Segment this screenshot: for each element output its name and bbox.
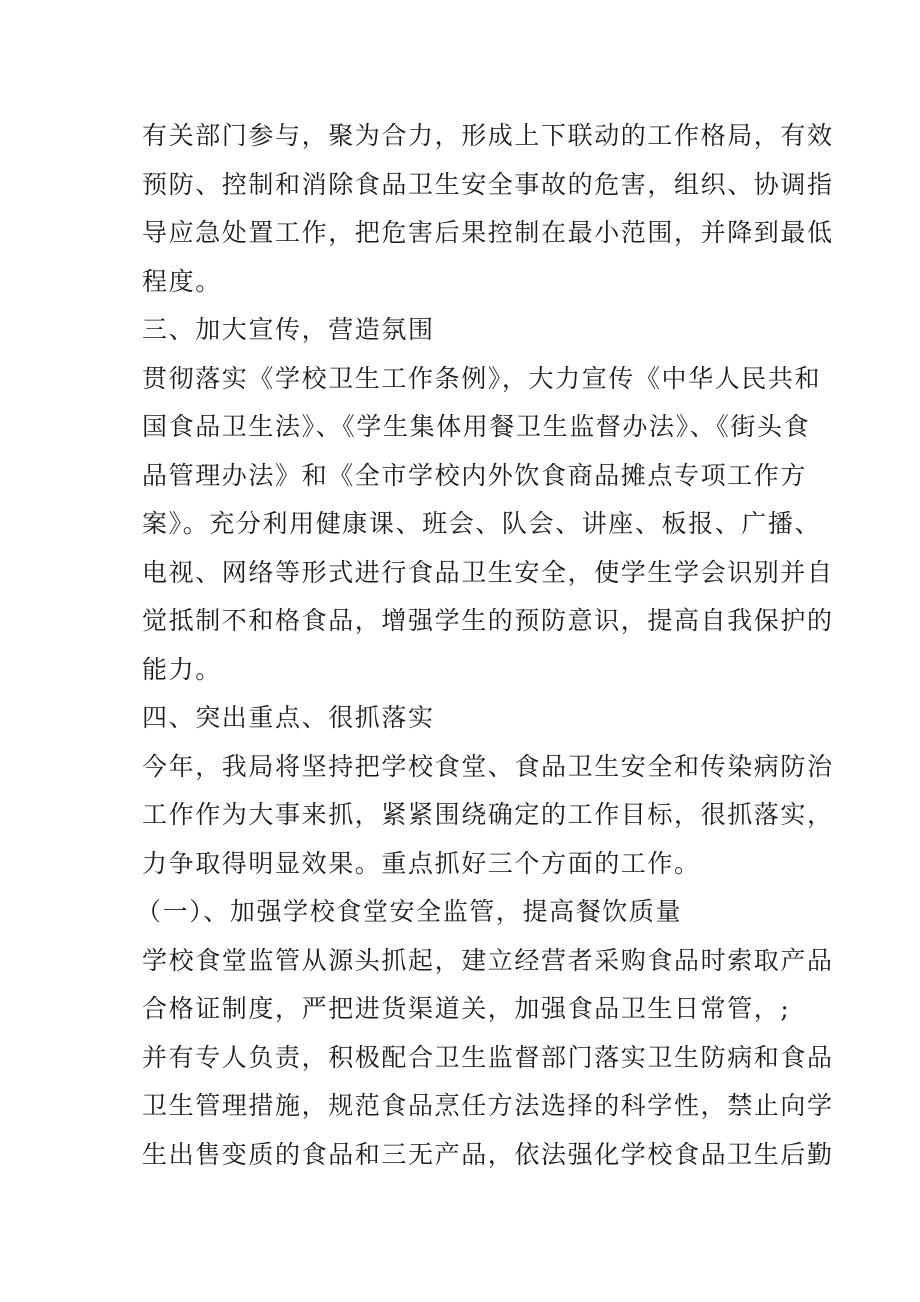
paragraph-line: 预防、控制和消除食品卫生安全事故的危害，组织、协调指 [142,169,834,199]
paragraph-line: 程度。 [142,266,222,296]
paragraph-line: 合格证制度，严把进货渠道关，加强食品卫生日常管，; [142,994,791,1023]
subsection-heading-1: （一）、加强学校食堂安全监管，提高餐饮质量 [136,897,683,926]
paragraph-line: 能力。 [142,654,222,684]
section-heading-3: 三、加大宣传，营造氛围 [142,315,435,344]
paragraph-line: 生出售变质的食品和三无产品，依法强化学校食品卫生后勤 [142,1139,834,1169]
document-body [136,112,834,1179]
paragraph-line: 电视、网络等形式进行食品卫生安全，使学生学会识别并自 [142,557,834,587]
paragraph-line: 今年，我局将坚持把学校食堂、食品卫生安全和传染病防治 [142,751,834,781]
paragraph-line: 导应急处置工作，把危害后果控制在最小范围，并降到最低 [142,218,834,247]
paragraph-line: 并有专人负责，积极配合卫生监督部门落实卫生防病和食品 [142,1042,834,1072]
paragraph-line: 贯彻落实《学校卫生工作条例》，大力宣传《中华人民共和 [142,363,822,393]
paragraph-line: 工作作为大事来抓，紧紧围绕确定的工作目标，很抓落实， [142,800,834,829]
paragraph-line: 案》。充分利用健康课、班会、队会、讲座、板报、广播、 [142,509,822,538]
paragraph-line: 国食品卫生法》、《学生集体用餐卫生监督办法》、《街头食 [142,412,811,441]
paragraph-line: 学校食堂监管从源头抓起，建立经营者采购食品时索取产品 [142,945,834,975]
paragraph-line: 觉抵制不和格食品，增强学生的预防意识，提高自我保护的 [142,606,834,635]
paragraph-line: 卫生管理措施，规范食品烹任方法选择的科学性，禁止向学 [142,1091,834,1120]
section-heading-4: 四、突出重点、很抓落实 [142,703,435,732]
paragraph-line: 有关部门参与，聚为合力，形成上下联动的工作格局，有效 [142,121,834,150]
paragraph-line: 力争取得明显效果。重点抓好三个方面的工作。 [142,848,701,878]
paragraph-line: 品管理办法》和《全市学校内外饮食商品摊点专项工作方 [142,460,808,490]
